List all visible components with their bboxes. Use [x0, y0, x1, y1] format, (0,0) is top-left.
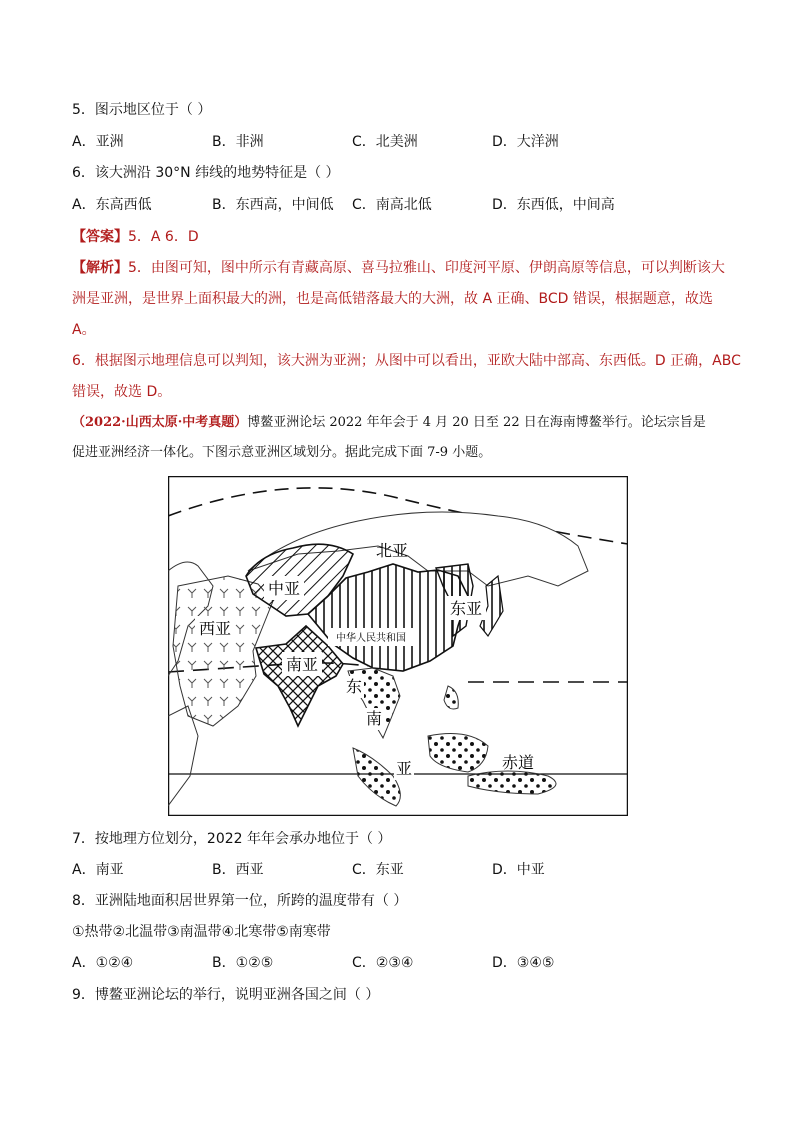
q7-option-d: D．中亚 — [492, 862, 545, 878]
passage-line-1 — [72, 413, 706, 433]
answer-label: 【答案】 — [72, 229, 128, 245]
passage-text-1: 博鳌亚洲论坛 2022 年年会于 4 月 20 日至 22 日在海南博鳌举行。论坛宗旨是 — [247, 415, 706, 430]
analysis-label: 【解析】 — [72, 260, 128, 276]
label-china: 中华人民共和国 — [336, 633, 406, 644]
q5-option-b: B．非洲 — [212, 134, 264, 150]
label-central-asia: 中亚 — [267, 579, 301, 598]
analysis-line-2: 洲是亚洲，是世界上面积最大的洲，也是高低错落最大的大洲，故 A 正确、BCD 错误，根据题意，故选 — [72, 291, 713, 307]
q7-option-b: B．西亚 — [212, 862, 264, 878]
q8-choices: ①热带②北温带③南温带④北寒带⑤南寒带 — [72, 924, 331, 940]
q5-option-d: D．大洋洲 — [492, 134, 559, 150]
q6-option-c: C．南高北低 — [352, 197, 432, 213]
asia-region-map — [168, 476, 628, 816]
q5-stem: 5．图示地区位于（ ） — [72, 102, 212, 118]
passage-source: （2022·山西太原·中考真题） — [72, 415, 248, 430]
q6-option-a: A．东高西低 — [72, 197, 152, 213]
label-equator: 赤道 — [501, 753, 535, 772]
q6-option-d: D．东西低，中间高 — [492, 197, 615, 213]
q7-stem: 7．按地理方位划分，2022 年年会承办地位于（ ） — [72, 831, 392, 847]
analysis-text-1: 5．由图可知，图中所示有青藏高原、喜马拉雅山、印度河平原、伊朗高原等信息，可以判断该大 — [128, 260, 725, 276]
q5-option-c: C．北美洲 — [352, 134, 418, 150]
q6-option-b: B．东西高，中间低 — [212, 197, 334, 213]
label-se-dong: 东 — [345, 677, 363, 696]
q8-option-d: D．③④⑤ — [492, 955, 555, 971]
q8-option-b: B．①②⑤ — [212, 955, 274, 971]
passage-line-2: 促进亚洲经济一体化。下图示意亚洲区域划分。据此完成下面 7-9 小题。 — [72, 445, 492, 460]
label-south-asia: 南亚 — [285, 655, 319, 674]
label-east-asia: 东亚 — [449, 599, 483, 618]
label-north-asia: 北亚 — [375, 541, 409, 560]
label-se-ya: 亚 — [395, 759, 413, 778]
analysis-line-3: A。 — [72, 322, 96, 338]
answer-line — [72, 227, 199, 247]
analysis-line-4: 6．根据图示地理信息可以判知，该大洲为亚洲；从图中可以看出，亚欧大陆中部高、东西低。D 正确，ABC — [72, 353, 741, 369]
analysis-line-5: 错误，故选 D。 — [72, 384, 172, 400]
q7-option-c: C．东亚 — [352, 862, 404, 878]
label-west-asia: 西亚 — [198, 619, 232, 638]
label-se-nan: 南 — [365, 709, 383, 728]
q9-stem: 9．博鳌亚洲论坛的举行，说明亚洲各国之间（ ） — [72, 987, 380, 1003]
q5-option-a: A．亚洲 — [72, 134, 124, 150]
analysis-line-1 — [72, 258, 725, 278]
q6-stem: 6．该大洲沿 30°N 纬线的地势特征是（ ） — [72, 165, 340, 181]
q7-option-a: A．南亚 — [72, 862, 124, 878]
q8-stem: 8．亚洲陆地面积居世界第一位，所跨的温度带有（ ） — [72, 893, 408, 909]
q8-option-c: C．②③④ — [352, 955, 414, 971]
answer-text: 5．A 6．D — [128, 229, 199, 245]
q8-option-a: A．①②④ — [72, 955, 134, 971]
